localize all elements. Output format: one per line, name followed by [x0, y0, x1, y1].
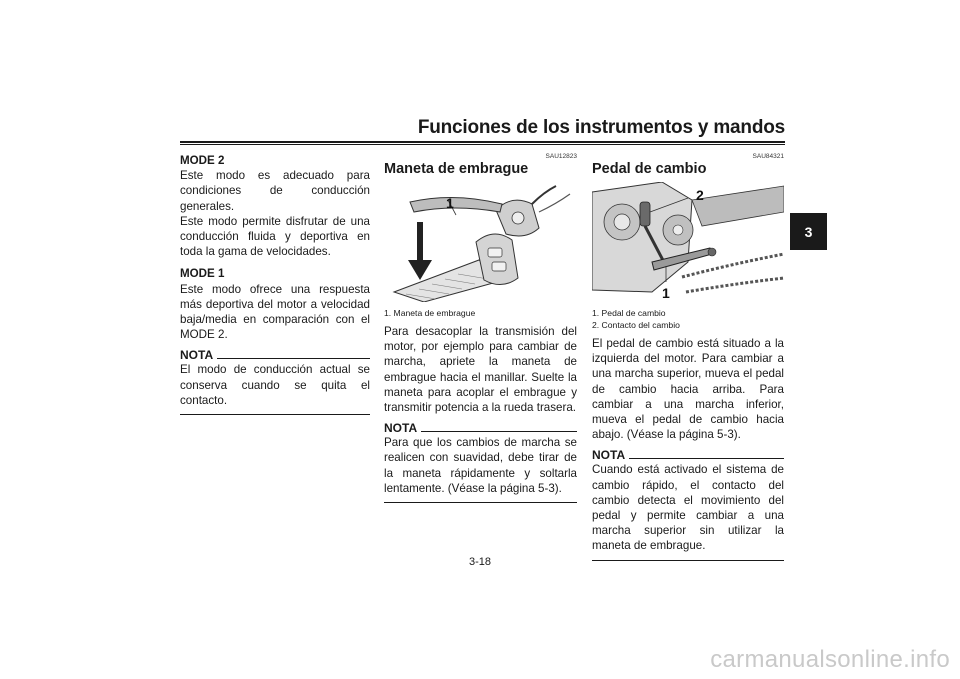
figure-label-1: 1 — [446, 195, 454, 211]
page-title: Funciones de los instrumentos y mandos — [417, 117, 785, 138]
nota-end-rule — [592, 560, 784, 561]
nota-header — [384, 421, 577, 435]
nota-text: El modo de conducción actual se conserva cuando se quita el contacto. — [180, 363, 370, 407]
mode1-text: Este modo ofrece una respuesta más deportiva del motor a velocidad baja/media en comparación con el MODE 2. — [180, 282, 370, 342]
caption-2: 2. Contacto del cambio — [592, 320, 680, 330]
mode2-text: Este modo es adecuado para condiciones de conducción generales. — [180, 169, 370, 213]
figure-captions — [384, 307, 577, 319]
page-number: 3-18 — [468, 556, 492, 568]
column-2 — [384, 153, 577, 509]
column-1 — [180, 153, 370, 421]
section-heading-shift-pedal: Pedal de cambio — [592, 161, 707, 177]
chapter-tab: 3 — [790, 213, 827, 250]
mode1-title: MODE 1 — [180, 267, 225, 281]
section-code: SAU84321 — [752, 153, 784, 160]
section-code: SAU12823 — [545, 153, 577, 160]
nota-label: NOTA — [384, 421, 418, 436]
mode2-text-2: Este modo permite disfrutar de una conducción fluida y deportiva en toda la gama de velocidades. — [180, 214, 370, 259]
nota-text: Cuando está activado el sistema de cambio rápido, el contacto del cambio detecta el movimiento del pedal y permite cambiar a una marcha superior sin utilizar la maneta de embrague. — [592, 463, 784, 553]
nota-text: Para que los cambios de marcha se realicen con suavidad, debe tirar de la maneta rápidamente y soltarla lentamente. (Véase la página 5-3). — [384, 436, 577, 495]
nota-label: NOTA — [180, 348, 214, 363]
watermark: carmanualsonline.info — [710, 646, 950, 673]
nota-label: NOTA — [592, 448, 626, 463]
nota-end-rule — [180, 414, 370, 415]
header-rule-thin — [180, 144, 785, 145]
header-rule — [180, 141, 785, 143]
nota-end-rule — [384, 502, 577, 503]
nota-header — [592, 448, 784, 462]
shift-pedal-body: El pedal de cambio está situado a la izquierda del motor. Para cambiar a una marcha superior, mueva el pedal de cambio hacia arriba. Para cambiar a una marcha inferior, mueva el pedal de cambio hacia abajo. (Véase la página 5-3). — [592, 337, 784, 442]
caption-1: 1. Pedal de cambio — [592, 308, 666, 318]
mode2-title: MODE 2 — [180, 154, 225, 167]
figure-label-2: 2 — [696, 187, 704, 203]
shift-pedal-figure — [592, 182, 784, 302]
column-3 — [592, 153, 784, 567]
clutch-lever-figure — [384, 182, 577, 302]
section-heading-clutch: Maneta de embrague — [384, 161, 529, 177]
nota-header — [180, 348, 370, 362]
figure-captions — [592, 307, 784, 331]
figure-label-1: 1 — [662, 285, 670, 301]
caption-1: 1. Maneta de embrague — [384, 308, 476, 318]
clutch-body: Para desacoplar la transmisión del motor, por ejemplo para cambiar de marcha, apriete la maneta de embrague hacia el manillar. Suelte la maneta para acoplar el embrague y transmitir potencia a la rueda trasera. — [384, 325, 577, 415]
